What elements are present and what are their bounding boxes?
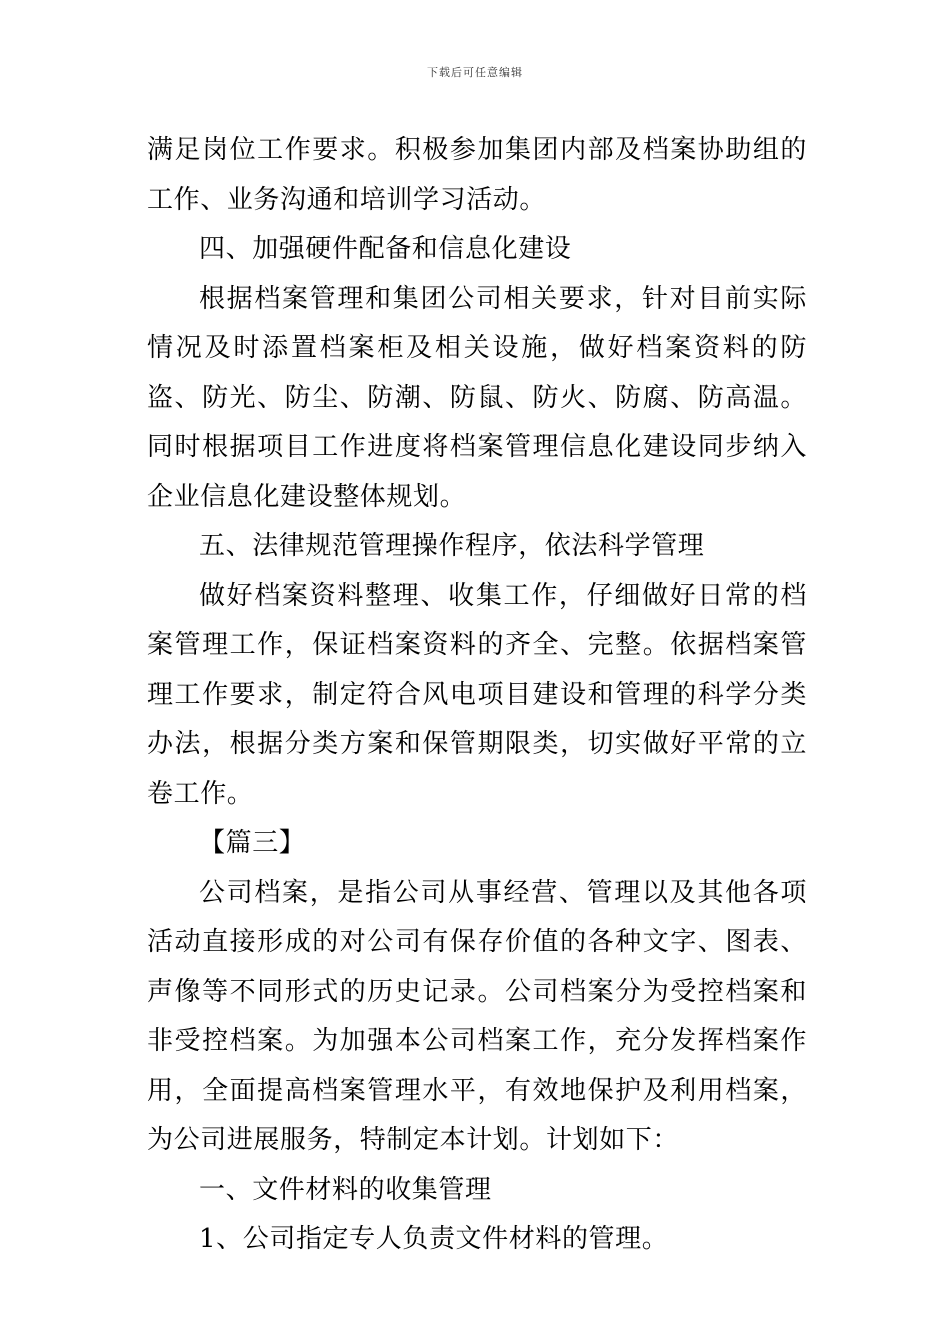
list-item-1: 1、公司指定专人负责文件材料的管理。 [199,1224,669,1254]
paragraph-procedure: 做好档案资料整理、收集工作，仔细做好日常的档案管理工作，保证档案资料的齐全、完整。依据档案管理工作要求，制定符合风电项目建设和管理的科学分类办法，根据分类方案和保管期限类，切实做好平常的立卷工作。 [147,580,807,809]
chapter-heading: 【篇三】 [199,828,306,858]
section-heading-4: 四、加强硬件配备和信息化建设 [199,234,572,264]
document-body [147,126,807,1265]
paragraph-continuation: 满足岗位工作要求。积极参加集团内部及档案协助组的工作、业务沟通和培训学习活动。 [147,135,807,215]
paragraph-definition: 公司档案，是指公司从事经营、管理以及其他各项活动直接形成的对公司有保存价值的各种文字、图表、声像等不同形式的历史记录。公司档案分为受控档案和非受控档案。为加强本公司档案工作，充分发挥档案作用，全面提高档案管理水平，有效地保护及利用档案，为公司进展服务，特制定本计划。计划如下： [147,877,807,1155]
section-heading-5: 五、法律规范管理操作程序，依法科学管理 [199,531,705,561]
page-header-note: 下载后可任意编辑 [427,66,523,79]
section-heading-1: 一、文件材料的收集管理 [199,1174,492,1205]
paragraph-hardware: 根据档案管理和集团公司相关要求，针对目前实际情况及时添置档案柜及相关设施，做好档案资料的防盗、防光、防尘、防潮、防鼠、防火、防腐、防高温。同时根据项目工作进度将档案管理信息化建设同步纳入企业信息化建设整体规划。 [147,283,807,512]
